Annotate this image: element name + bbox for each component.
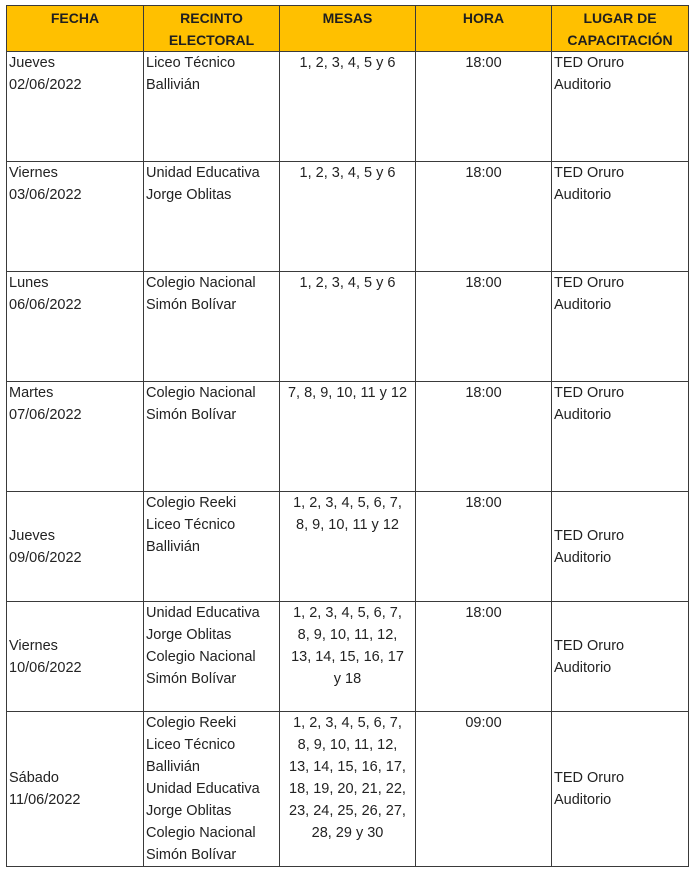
mesas-cell [280,382,416,492]
header-fecha [7,6,144,52]
hora-cell [416,602,552,712]
lugar-line: TED Oruro [554,165,625,181]
mesas-line: 7, 8, 9, 10, 11 y 12 [287,385,408,401]
recinto-line: Jorge Oblitas [146,627,232,643]
lugar-cell [552,272,689,382]
mesas-cell [280,712,416,867]
recinto-line: Unidad Educativa [146,165,260,181]
recinto-line: Simón Bolívar [146,407,237,423]
mesas-cell [280,602,416,712]
mesas-line: 1, 2, 3, 4, 5, 6, 7, [293,495,402,511]
recinto-line: Colegio Nacional [146,275,256,291]
mesas-line: 13, 14, 15, 16, 17, [289,759,406,775]
mesas-cell [280,162,416,272]
mesas-line: 23, 24, 25, 26, 27, [289,803,406,819]
recinto-line: Ballivián [146,539,200,555]
hora-value: 18:00 [465,605,502,621]
fecha-cell [7,52,144,162]
recinto-line: Jorge Oblitas [146,803,232,819]
recinto-cell [144,602,280,712]
recinto-line: Colegio Reeki [146,495,237,511]
fecha-day: Jueves [9,55,55,71]
mesas-line: 13, 14, 15, 16, 17 [291,649,404,665]
fecha-day: Martes [9,385,54,401]
mesas-line: 18, 19, 20, 21, 22, [289,781,406,797]
mesas-line: 8, 9, 10, 11 y 12 [296,517,399,533]
table-row [7,602,689,712]
table-row [7,162,689,272]
hora-value: 18:00 [465,495,502,511]
fecha-date: 02/06/2022 [9,77,82,93]
mesas-line: 1, 2, 3, 4, 5 y 6 [299,55,396,71]
table-body [7,52,689,867]
fecha-cell [7,382,144,492]
table-row [7,382,689,492]
lugar-cell [552,492,689,602]
fecha-cell [7,712,144,867]
header-fecha-text: FECHA [50,10,100,26]
fecha-cell [7,272,144,382]
header-mesas-text: MESAS [322,10,373,26]
header-mesas [280,6,416,52]
hora-value: 18:00 [465,275,502,291]
mesas-cell [280,492,416,602]
recinto-line: Liceo Técnico [146,517,236,533]
hora-value: 09:00 [465,715,502,731]
table-header [7,6,689,52]
fecha-cell [7,492,144,602]
header-recinto [144,6,280,52]
fecha-date: 10/06/2022 [9,659,82,676]
recinto-line: Colegio Nacional [146,825,256,841]
mesas-line: 8, 9, 10, 11, 12, [297,627,398,643]
recinto-cell [144,712,280,867]
hora-cell [416,272,552,382]
recinto-line: Colegio Nacional [146,385,256,401]
mesas-cell [280,52,416,162]
lugar-cell [552,712,689,867]
schedule-table [6,5,689,867]
fecha-day: Lunes [9,275,49,291]
fecha-day: Viernes [9,637,58,654]
table-row [7,52,689,162]
lugar-line: TED Oruro [554,527,625,544]
mesas-line: 1, 2, 3, 4, 5, 6, 7, [293,715,402,731]
mesas-line: 1, 2, 3, 4, 5, 6, 7, [293,605,402,621]
hora-cell [416,712,552,867]
lugar-cell [552,382,689,492]
lugar-line: TED Oruro [554,385,625,401]
lugar-cell [552,52,689,162]
lugar-line: TED Oruro [554,637,625,654]
header-row [7,6,689,52]
table-row [7,492,689,602]
header-lugar [552,6,689,52]
header-lugar-line-2: CAPACITACIÓN [567,32,673,48]
lugar-line: Auditorio [554,297,612,313]
recinto-cell [144,382,280,492]
lugar-line: TED Oruro [554,275,625,291]
hora-cell [416,162,552,272]
fecha-day: Sábado [9,770,59,786]
fecha-date: 06/06/2022 [9,297,82,313]
fecha-date: 11/06/2022 [9,792,81,808]
mesas-cell [280,272,416,382]
hora-cell [416,492,552,602]
lugar-line: Auditorio [554,77,612,93]
recinto-line: Simón Bolívar [146,297,237,313]
recinto-line: Ballivián [146,759,200,775]
lugar-line: Auditorio [554,407,612,423]
recinto-cell [144,492,280,602]
recinto-line: Jorge Oblitas [146,187,232,203]
lugar-line: Auditorio [554,187,612,203]
lugar-line: Auditorio [554,659,612,676]
header-lugar-line-1: LUGAR DE [583,10,657,26]
mesas-line: y 18 [333,671,362,687]
hora-value: 18:00 [465,385,502,401]
header-hora [416,6,552,52]
recinto-line: Colegio Nacional [146,649,256,665]
fecha-day: Jueves [9,527,55,544]
header-hora-text: HORA [462,10,505,26]
recinto-cell [144,162,280,272]
mesas-line: 1, 2, 3, 4, 5 y 6 [299,275,396,291]
fecha-cell [7,162,144,272]
fecha-day: Viernes [9,165,58,181]
hora-value: 18:00 [465,165,502,181]
recinto-line: Unidad Educativa [146,605,260,621]
recinto-line: Simón Bolívar [146,671,237,687]
mesas-line: 1, 2, 3, 4, 5 y 6 [299,165,396,181]
hora-cell [416,382,552,492]
header-recinto-line-2: ELECTORAL [168,32,255,48]
fecha-cell [7,602,144,712]
recinto-line: Liceo Técnico [146,737,236,753]
table-row [7,712,689,867]
lugar-line: Auditorio [554,792,612,808]
fecha-date: 09/06/2022 [9,549,82,566]
hora-cell [416,52,552,162]
recinto-cell [144,272,280,382]
lugar-line: Auditorio [554,549,612,566]
lugar-cell [552,162,689,272]
lugar-cell [552,602,689,712]
recinto-cell [144,52,280,162]
recinto-line: Ballivián [146,77,200,93]
fecha-date: 03/06/2022 [9,187,82,203]
table-row [7,272,689,382]
fecha-date: 07/06/2022 [9,407,82,423]
header-recinto-line-1: RECINTO [180,10,243,26]
lugar-line: TED Oruro [554,55,625,71]
recinto-line: Colegio Reeki [146,715,237,731]
mesas-line: 28, 29 y 30 [311,825,384,841]
recinto-line: Unidad Educativa [146,781,260,797]
recinto-line: Liceo Técnico [146,55,236,71]
hora-value: 18:00 [465,55,502,71]
mesas-line: 8, 9, 10, 11, 12, [297,737,398,753]
lugar-line: TED Oruro [554,770,625,786]
recinto-line: Simón Bolívar [146,847,237,863]
